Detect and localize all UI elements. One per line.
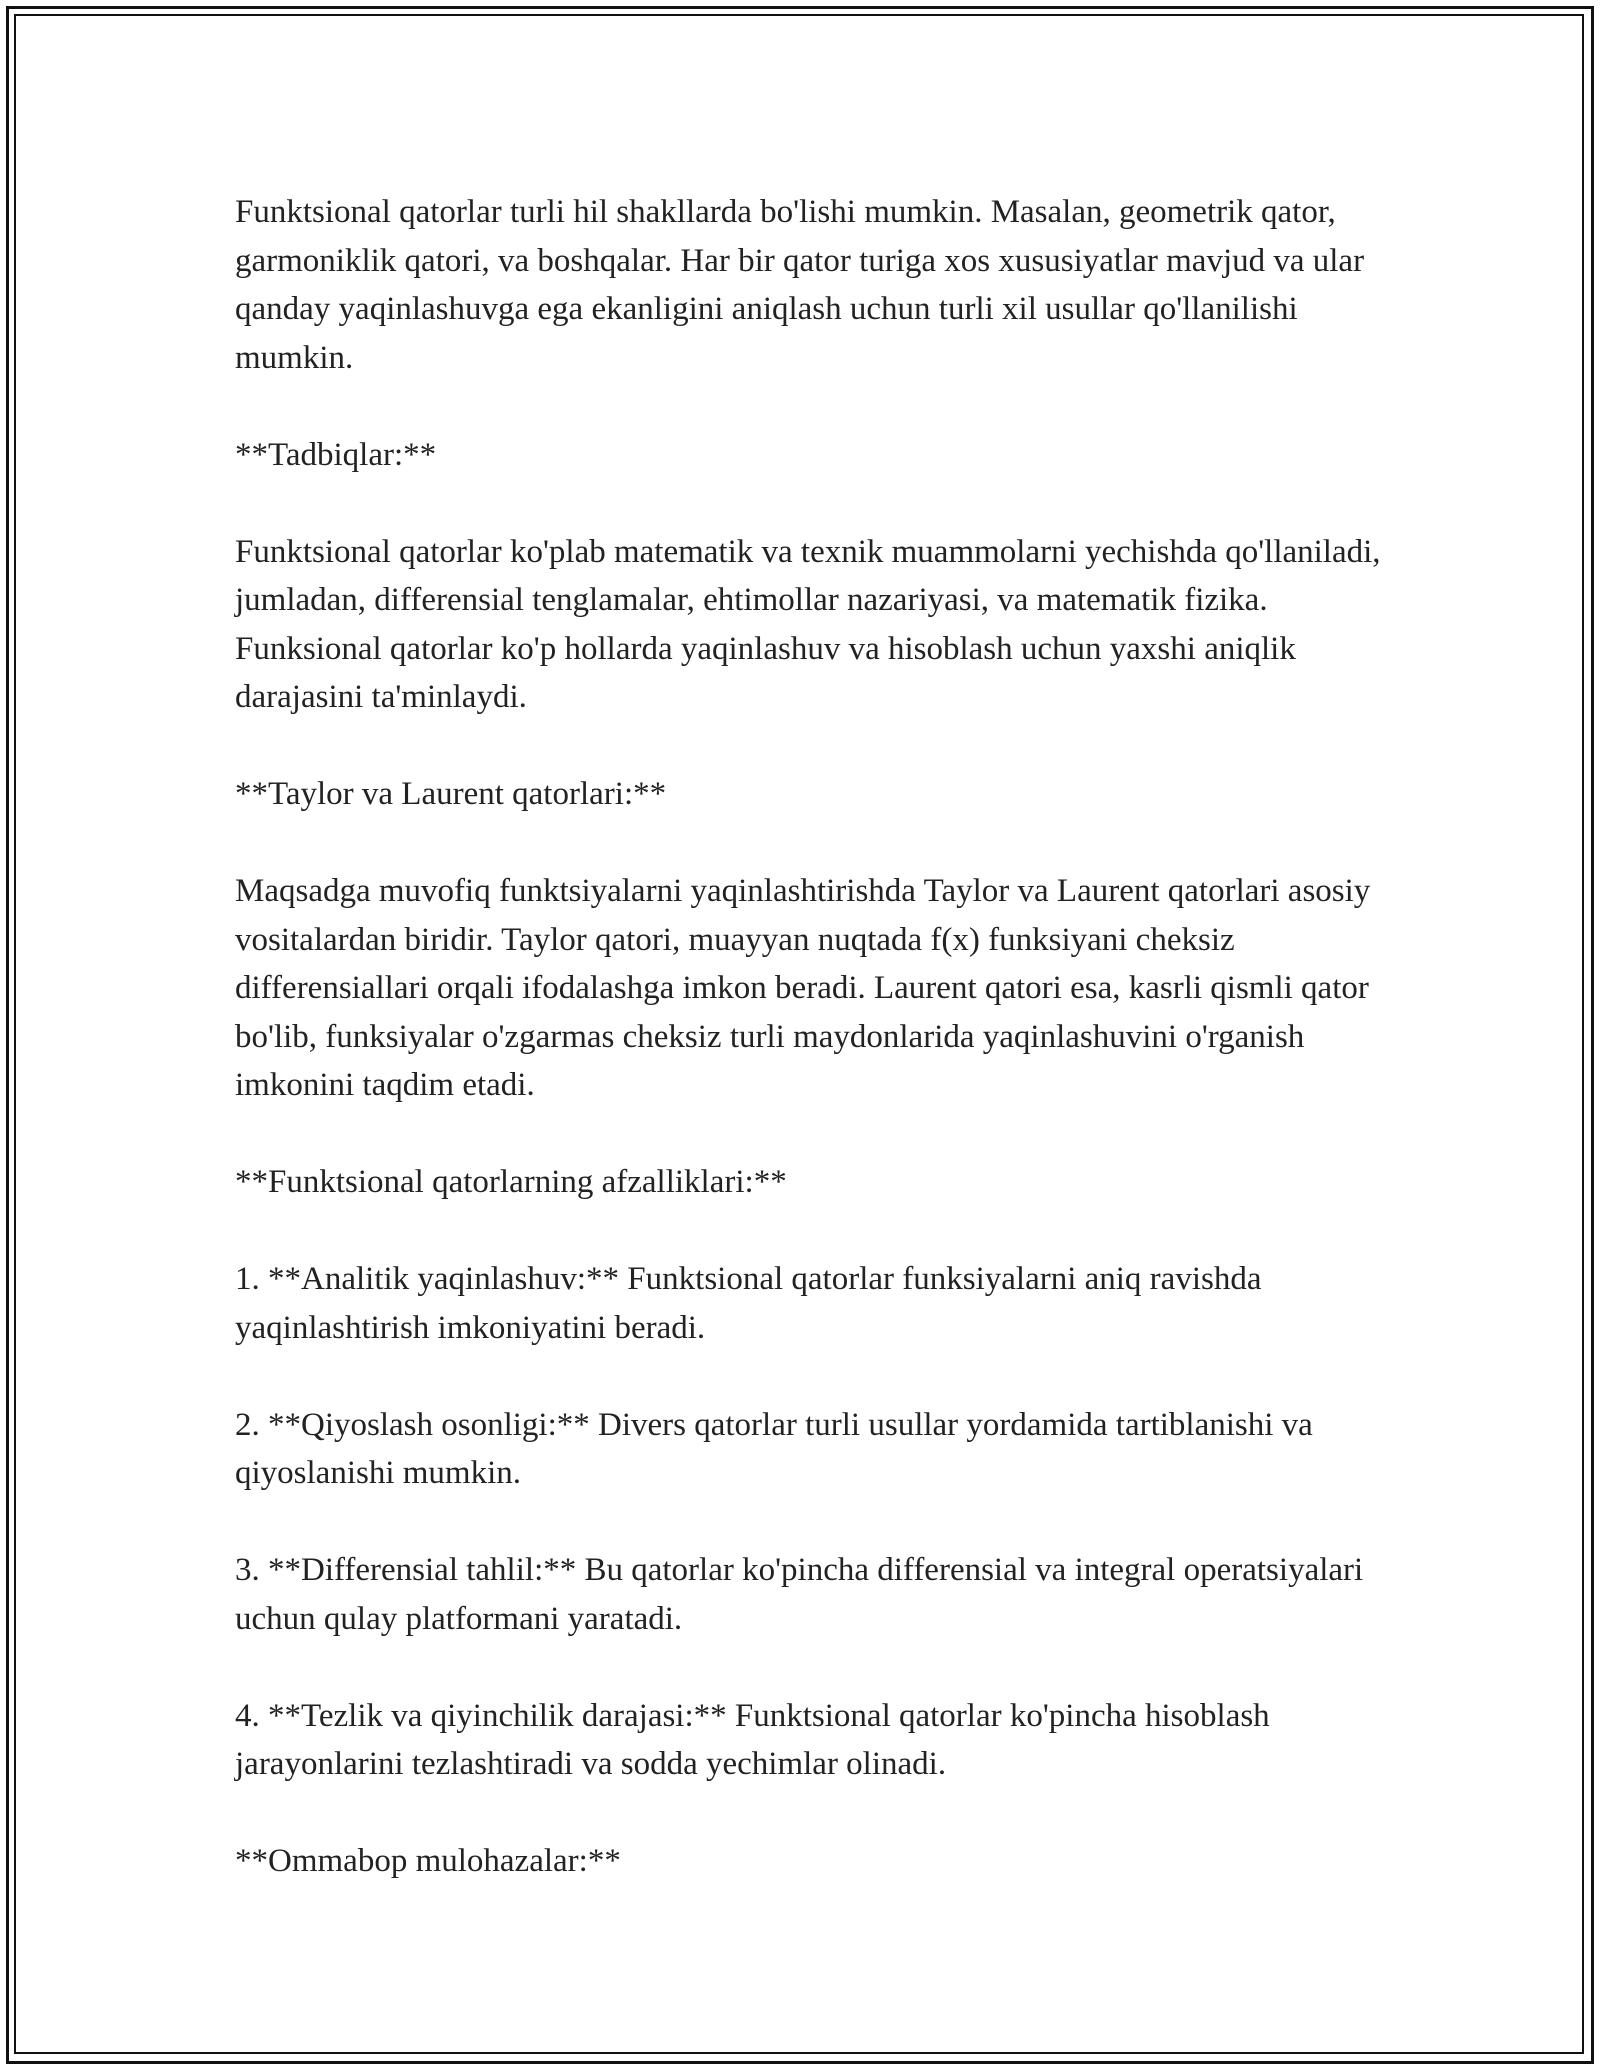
section-heading-taylor-laurent: **Taylor va Laurent qatorlari:** (235, 776, 667, 812)
list-item-3: 3. **Differensial tahlil:** Bu qatorlar ko'pincha differensial va integral operatsiyalari uchun qulay platformani yaratadi. (235, 1552, 1364, 1637)
list-item-2: 2. **Qiyoslash osonligi:** Divers qatorlar turli usullar yordamida tartiblanishi va qiyoslanishi mumkin. (235, 1406, 1313, 1491)
list-item-1: 1. **Analitik yaqinlashuv:** Funktsional qatorlar funksiyalarni aniq ravishda yaqinlashtirish imkoniyatini beradi. (235, 1261, 1262, 1346)
intro-paragraph: Funktsional qatorlar turli hil shakllarda bo'lishi mumkin. Masalan, geometrik qator, garmoniklik qatori, va boshqalar. Har bir qator turiga xos xususiyatlar mavjud va ular qanday yaqinlashuvga ega ekanligini aniqlash uchun turli xil usullar qo'llanilishi mumkin. (235, 194, 1365, 376)
section-heading-mulohazalar: **Ommabop mulohazalar:** (235, 1843, 621, 1879)
section-heading-afzalliklari: **Funktsional qatorlarning afzalliklari:** (235, 1164, 787, 1200)
document-body (235, 188, 1385, 1886)
section-heading-tadbiqlar: **Tadbiqlar:** (235, 436, 437, 473)
taylor-laurent-paragraph: Maqsadga muvofiq funktsiyalarni yaqinlashtirishda Taylor va Laurent qatorlari asosiy vositalardan biridir. Taylor qatori, muayyan nuqtada f(x) funksiyani cheksiz differensiallari orqali ifodalashga imkon beradi. Laurent qatori esa, kasrli qismli qator bo'lib, funksiyalar o'zgarmas cheksiz turli maydonlarida yaqinlashuvini o'rganish imkonini taqdim etadi. (235, 873, 1371, 1103)
applications-paragraph: Funktsional qatorlar ko'plab matematik va texnik muammolarni yechishda qo'llaniladi, jumladan, differensial tenglamalar, ehtimollar nazariyasi, va matematik fizika. Funksional qatorlar ko'p hollarda yaqinlashuv va hisoblash uchun yaxshi aniqlik darajasini ta'minlaydi. (235, 533, 1381, 715)
list-item-4: 4. **Tezlik va qiyinchilik darajasi:** Funktsional qatorlar ko'pincha hisoblash jarayonlarini tezlashtiradi va sodda yechimlar olinadi. (235, 1697, 1270, 1782)
